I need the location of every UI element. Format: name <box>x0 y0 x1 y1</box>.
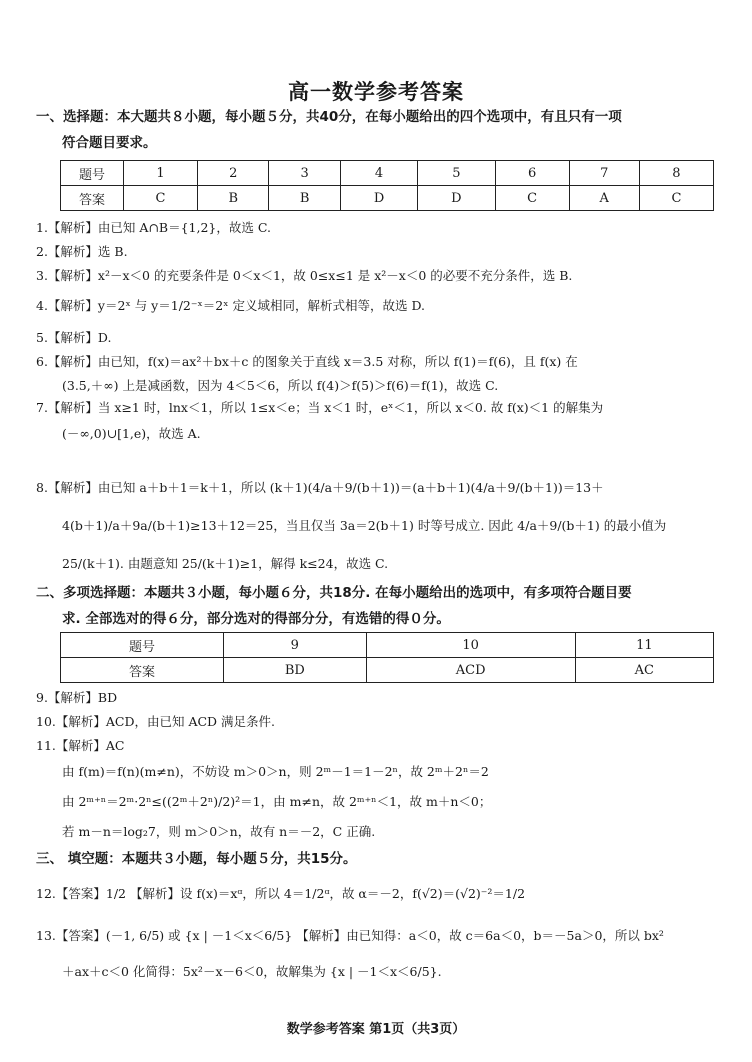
table-cell: B <box>198 186 269 211</box>
table-header-cell: 答案 <box>61 658 224 683</box>
section-2-line-2: 求. 全部选对的得６分，部分选对的得部分分，有选错的得０分。 <box>62 611 450 627</box>
solution-q8-line-3: 25/(k＋1). 由题意知 25/(k＋1)≥1，解得 k≤24，故选 C. <box>62 556 389 571</box>
table-cell: AC <box>575 658 713 683</box>
solution-q7-line-1: 7.【解析】当 x≥1 时，lnx＜1，所以 1≤x＜e；当 x＜1 时，eˣ＜1，所以 x＜0. 故 f(x)＜1 的解集为 <box>36 400 604 415</box>
table-cell: 6 <box>495 161 569 186</box>
table-cell: ACD <box>366 658 575 683</box>
table-header-cell: 题号 <box>61 633 224 658</box>
solution-q11-line-2: 由 2ᵐ⁺ⁿ＝2ᵐ·2ⁿ≤((2ᵐ＋2ⁿ)/2)²＝1，由 m≠n，故 2ᵐ⁺ⁿ＜1，故 m＋n＜0； <box>62 794 492 809</box>
table-cell: 4 <box>340 161 417 186</box>
table-cell: C <box>639 186 713 211</box>
answer-table-1 <box>60 160 714 211</box>
section-1-line-2: 符合题目要求。 <box>62 135 157 151</box>
section-2-heading <box>36 580 726 632</box>
solution-q8-line-2: 4(b＋1)/a＋9a/(b＋1)≥13＋12＝25，当且仅当 3a＝2(b＋1) 时等号成立. 因此 4/a＋9/(b＋1) 的最小值为 <box>62 518 667 533</box>
solution-q3: 3.【解析】x²－x＜0 的充要条件是 0＜x＜1，故 0≤x≤1 是 x²－x＜0 的必要不充分条件，选 B. <box>36 268 573 283</box>
table-cell: 1 <box>124 161 198 186</box>
solution-q11: 11.【解析】AC <box>36 738 125 753</box>
table-cell: 2 <box>198 161 269 186</box>
table-cell: 3 <box>269 161 340 186</box>
table-row <box>61 633 714 658</box>
solution-q13-line-2: ＋ax＋c＜0 化简得：5x²－x－6＜0，故解集为 {x | －1＜x＜6/5}. <box>62 964 442 979</box>
table-cell: B <box>269 186 340 211</box>
table-row <box>61 658 714 683</box>
table-cell: 5 <box>418 161 495 186</box>
solution-q6-line-2: (3.5,＋∞) 上是减函数，因为 4＜5＜6，所以 f(4)＞f(5)＞f(6)＝f(1)，故选 C. <box>62 378 499 393</box>
solution-q4: 4.【解析】y＝2ˣ 与 y＝1/2⁻ˣ＝2ˣ 定义域相同，解析式相等，故选 D. <box>36 298 426 313</box>
solution-q10: 10.【解析】ACD，由已知 ACD 满足条件. <box>36 714 276 729</box>
table-row <box>61 161 714 186</box>
solution-q9: 9.【解析】BD <box>36 690 118 705</box>
solution-q11-line-3: 若 m－n＝log₂7，则 m＞0＞n，故有 n＝－2，C 正确. <box>62 824 376 839</box>
table-cell: 10 <box>366 633 575 658</box>
section-1-heading <box>36 104 726 156</box>
solution-q2: 2.【解析】选 B. <box>36 244 128 259</box>
table-cell: D <box>340 186 417 211</box>
solution-q7-line-2: (－∞,0)∪[1,e)，故选 A. <box>62 426 201 441</box>
table-cell: BD <box>224 658 367 683</box>
page-title: 高一数学参考答案 <box>288 79 464 104</box>
solution-q8-line-1: 8.【解析】由已知 a＋b＋1＝k＋1，所以 (k＋1)(4/a＋9/(b＋1))＝(a＋b＋1)(4/a＋9/(b＋1))＝13＋ <box>36 480 604 495</box>
section-2-line-1: 二、多项选择题：本题共３小题，每小题６分，共18分. 在每小题给出的选项中，有多项符合题目要 <box>36 585 632 601</box>
section-3-heading: 三、 填空题：本题共３小题，每小题５分，共15分。 <box>36 851 357 867</box>
answer-table-2 <box>60 632 714 683</box>
table-header-cell: 答案 <box>61 186 124 211</box>
page-footer: 数学参考答案 第1页（共3页） <box>286 1022 466 1037</box>
table-cell: 8 <box>639 161 713 186</box>
table-row <box>61 186 714 211</box>
table-cell: D <box>418 186 495 211</box>
table-cell: A <box>569 186 639 211</box>
table-cell: C <box>495 186 569 211</box>
table-cell: 7 <box>569 161 639 186</box>
solution-q6-line-1: 6.【解析】由已知，f(x)＝ax²＋bx＋c 的图象关于直线 x＝3.5 对称，所以 f(1)＝f(6)，且 f(x) 在 <box>36 354 578 369</box>
solution-q13-line-1: 13.【答案】(－1, 6/5) 或 {x | －1＜x＜6/5} 【解析】由已知得：a＜0，故 c＝6a＜0，b＝－5a＞0，所以 bx² <box>36 928 664 943</box>
solution-q1: 1.【解析】由已知 A∩B＝{1,2}，故选 C. <box>36 220 271 235</box>
solution-q11-line-1: 由 f(m)＝f(n)(m≠n)，不妨设 m＞0＞n，则 2ᵐ－1＝1－2ⁿ，故 2ᵐ＋2ⁿ＝2 <box>62 764 489 779</box>
solution-q12: 12.【答案】1/2 【解析】设 f(x)＝xᵅ，所以 4＝1/2ᵅ，故 α＝－2，f(√2)＝(√2)⁻²＝1/2 <box>36 886 526 901</box>
table-cell: C <box>124 186 198 211</box>
table-header-cell: 题号 <box>61 161 124 186</box>
solution-q5: 5.【解析】D. <box>36 330 112 345</box>
section-1-line-1: 一、选择题：本大题共８小题，每小题５分，共40分，在每小题给出的四个选项中，有且只有一项 <box>36 109 622 125</box>
table-cell: 11 <box>575 633 713 658</box>
table-cell: 9 <box>224 633 367 658</box>
